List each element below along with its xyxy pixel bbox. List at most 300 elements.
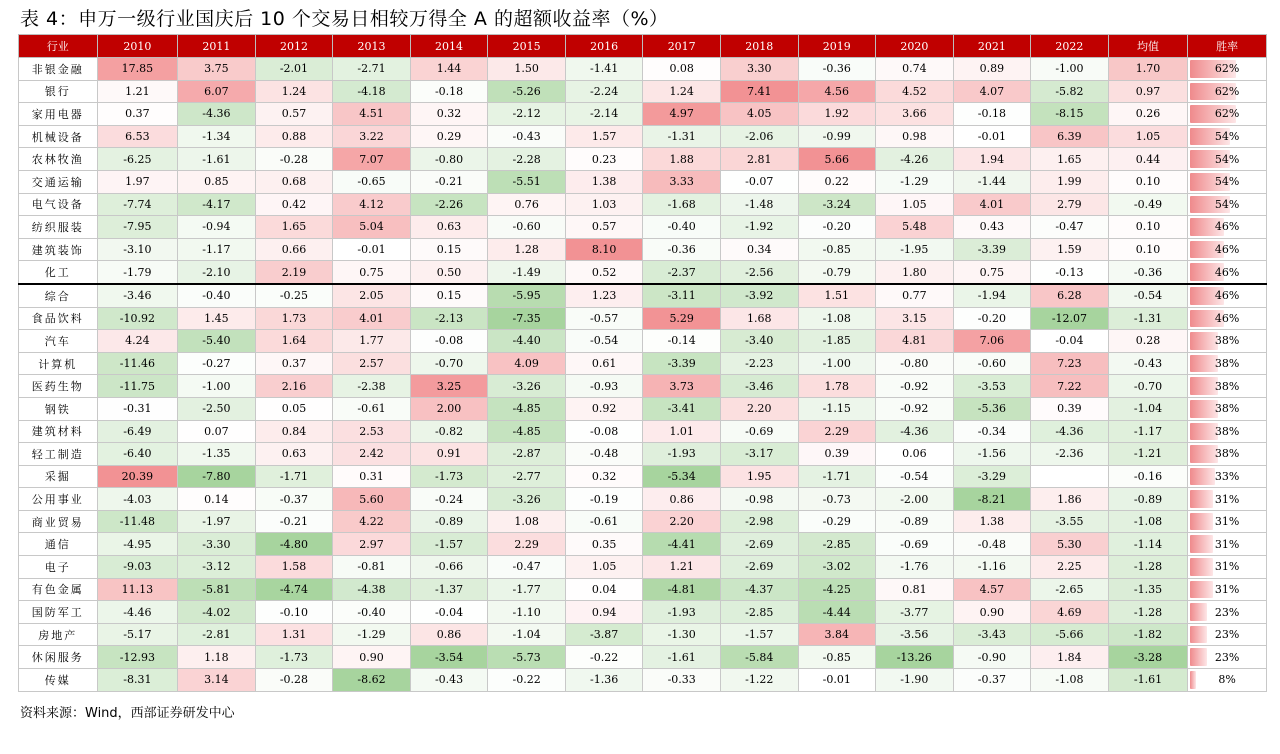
value-cell: -2.36 (1031, 443, 1109, 466)
value-cell: -1.00 (1031, 58, 1109, 81)
table-row (19, 669, 1267, 692)
value-cell: -3.39 (643, 352, 721, 375)
value-cell: -3.02 (798, 556, 876, 579)
value-cell: 2.20 (643, 510, 721, 533)
table-row (19, 601, 1267, 624)
value-cell: 0.32 (565, 465, 643, 488)
industry-cell: 房地产 (19, 623, 98, 646)
value-cell: 0.91 (410, 443, 488, 466)
value-cell: -4.40 (488, 330, 566, 353)
win-rate-text: 33% (1214, 469, 1240, 483)
value-cell: -2.71 (333, 58, 411, 81)
value-cell: -2.13 (410, 307, 488, 330)
column-header: 2012 (255, 35, 333, 58)
value-cell: -2.00 (876, 488, 954, 511)
value-cell: -0.07 (720, 170, 798, 193)
table-row (19, 375, 1267, 398)
value-cell: 7.07 (333, 148, 411, 171)
table-title: 表 4：申万一级行业国庆后 10 个交易日相较万得全 A 的超额收益率（%） (20, 8, 669, 30)
value-cell: -3.54 (410, 646, 488, 669)
win-rate-text: 31% (1214, 537, 1240, 551)
value-cell: -0.36 (643, 238, 721, 261)
value-cell: -0.85 (798, 646, 876, 669)
value-cell: -0.13 (1031, 261, 1109, 284)
value-cell: -1.31 (643, 125, 721, 148)
value-cell: 0.52 (565, 261, 643, 284)
industry-cell: 有色金属 (19, 578, 98, 601)
value-cell: 7.41 (720, 80, 798, 103)
value-cell: -7.95 (97, 216, 178, 239)
table-row (19, 556, 1267, 579)
value-cell: 1.73 (255, 307, 333, 330)
win-rate-cell (1188, 170, 1267, 193)
industry-cell: 非银金融 (19, 58, 98, 81)
value-cell: -3.24 (798, 193, 876, 216)
win-rate-cell (1188, 375, 1267, 398)
win-rate-text: 38% (1214, 379, 1240, 393)
value-cell (1031, 465, 1109, 488)
value-cell: -3.77 (876, 601, 954, 624)
value-cell: -5.82 (1031, 80, 1109, 103)
value-cell: 1.38 (565, 170, 643, 193)
value-cell: -1.08 (1031, 669, 1109, 692)
value-cell: -2.56 (720, 261, 798, 284)
value-cell: -4.38 (333, 578, 411, 601)
value-cell: -1.85 (798, 330, 876, 353)
value-cell: -0.92 (876, 397, 954, 420)
mean-cell: 0.28 (1108, 330, 1188, 353)
value-cell: 0.29 (410, 125, 488, 148)
table-row (19, 488, 1267, 511)
value-cell: 1.45 (178, 307, 256, 330)
value-cell: -3.39 (953, 238, 1031, 261)
value-cell: -4.26 (876, 148, 954, 171)
table-row (19, 352, 1267, 375)
table-row (19, 330, 1267, 353)
value-cell: 1.50 (488, 58, 566, 81)
table-row (19, 623, 1267, 646)
value-cell: -1.94 (953, 284, 1031, 307)
value-cell: 0.84 (255, 420, 333, 443)
win-rate-cell (1188, 193, 1267, 216)
value-cell: -0.80 (410, 148, 488, 171)
value-cell: -0.29 (798, 510, 876, 533)
mean-cell: -1.35 (1108, 578, 1188, 601)
value-cell: -0.80 (876, 352, 954, 375)
value-cell: -8.15 (1031, 103, 1109, 126)
value-cell: -0.81 (333, 556, 411, 579)
value-cell: -0.82 (410, 420, 488, 443)
value-cell: 0.88 (255, 125, 333, 148)
value-cell: -5.26 (488, 80, 566, 103)
value-cell: 8.10 (565, 238, 643, 261)
value-cell: 0.63 (410, 216, 488, 239)
value-cell: -0.20 (953, 307, 1031, 330)
value-cell: -1.34 (178, 125, 256, 148)
value-cell: -2.81 (178, 623, 256, 646)
mean-cell: -1.82 (1108, 623, 1188, 646)
mean-cell: 0.97 (1108, 80, 1188, 103)
value-cell: -3.30 (178, 533, 256, 556)
win-rate-bar (1190, 513, 1213, 531)
win-rate-bar (1190, 671, 1196, 689)
value-cell: 0.22 (798, 170, 876, 193)
value-cell: 0.23 (565, 148, 643, 171)
win-rate-cell (1188, 578, 1267, 601)
value-cell: -2.38 (333, 375, 411, 398)
value-cell: -6.40 (97, 443, 178, 466)
industry-cell: 公用事业 (19, 488, 98, 511)
value-cell: -0.14 (643, 330, 721, 353)
value-cell: 0.06 (876, 443, 954, 466)
value-cell: 1.05 (876, 193, 954, 216)
value-cell: 4.07 (953, 80, 1031, 103)
value-cell: -0.21 (255, 510, 333, 533)
value-cell: 1.84 (1031, 646, 1109, 669)
column-header: 2020 (876, 35, 954, 58)
win-rate-text: 31% (1214, 515, 1240, 529)
value-cell: -5.73 (488, 646, 566, 669)
value-cell: 0.57 (255, 103, 333, 126)
value-cell: 0.34 (720, 238, 798, 261)
value-cell: -4.02 (178, 601, 256, 624)
value-cell: 1.86 (1031, 488, 1109, 511)
table-row (19, 397, 1267, 420)
value-cell: -4.80 (255, 533, 333, 556)
value-cell: 2.79 (1031, 193, 1109, 216)
value-cell: -2.01 (255, 58, 333, 81)
value-cell: 1.94 (953, 148, 1031, 171)
mean-cell: 0.10 (1108, 238, 1188, 261)
mean-cell: 0.10 (1108, 170, 1188, 193)
mean-cell: -0.43 (1108, 352, 1188, 375)
value-cell: -0.28 (255, 148, 333, 171)
column-header: 2010 (97, 35, 178, 58)
value-cell: 4.56 (798, 80, 876, 103)
industry-cell: 商业贸易 (19, 510, 98, 533)
value-cell: -11.75 (97, 375, 178, 398)
value-cell: 4.57 (953, 578, 1031, 601)
industry-cell: 农林牧渔 (19, 148, 98, 171)
value-cell: -4.85 (488, 420, 566, 443)
value-cell: -3.12 (178, 556, 256, 579)
value-cell: -4.85 (488, 397, 566, 420)
win-rate-bar (1190, 558, 1213, 576)
value-cell: -1.16 (953, 556, 1031, 579)
value-cell: -0.89 (876, 510, 954, 533)
value-cell: 1.28 (488, 238, 566, 261)
value-cell: -1.44 (953, 170, 1031, 193)
value-cell: -6.25 (97, 148, 178, 171)
win-rate-cell (1188, 352, 1267, 375)
value-cell: 0.35 (565, 533, 643, 556)
value-cell: -1.29 (333, 623, 411, 646)
win-rate-text: 31% (1214, 582, 1240, 596)
value-cell: 0.04 (565, 578, 643, 601)
value-cell: -3.46 (720, 375, 798, 398)
value-cell: 1.92 (798, 103, 876, 126)
value-cell: -0.66 (410, 556, 488, 579)
win-rate-text: 23% (1214, 605, 1240, 619)
value-cell: -0.37 (255, 488, 333, 511)
mean-cell: -1.61 (1108, 669, 1188, 692)
win-rate-text: 31% (1214, 492, 1240, 506)
value-cell: -0.61 (333, 397, 411, 420)
value-cell: -0.40 (178, 284, 256, 307)
value-cell: 0.76 (488, 193, 566, 216)
value-cell: -4.37 (720, 578, 798, 601)
win-rate-text: 23% (1214, 650, 1240, 664)
win-rate-bar (1190, 581, 1213, 599)
value-cell: -0.70 (410, 352, 488, 375)
mean-cell: 1.70 (1108, 58, 1188, 81)
value-cell: -0.28 (255, 669, 333, 692)
value-cell: 4.05 (720, 103, 798, 126)
value-cell: 4.01 (953, 193, 1031, 216)
mean-cell: -1.14 (1108, 533, 1188, 556)
value-cell: 2.16 (255, 375, 333, 398)
value-cell: -0.31 (97, 397, 178, 420)
win-rate-cell (1188, 646, 1267, 669)
value-cell: -0.73 (798, 488, 876, 511)
value-cell: -8.62 (333, 669, 411, 692)
value-cell: -3.56 (876, 623, 954, 646)
value-cell: -0.93 (565, 375, 643, 398)
value-cell: -0.61 (565, 510, 643, 533)
value-cell: -1.92 (720, 216, 798, 239)
value-cell: -0.25 (255, 284, 333, 307)
value-cell: -5.40 (178, 330, 256, 353)
value-cell: -4.95 (97, 533, 178, 556)
value-cell: -4.81 (643, 578, 721, 601)
value-cell: 5.29 (643, 307, 721, 330)
value-cell: 0.39 (798, 443, 876, 466)
value-cell: -0.54 (876, 465, 954, 488)
value-cell: 2.19 (255, 261, 333, 284)
industry-cell: 综合 (19, 284, 98, 307)
value-cell: 0.98 (876, 125, 954, 148)
value-cell: -2.85 (720, 601, 798, 624)
mean-cell: -1.28 (1108, 601, 1188, 624)
value-cell: 0.74 (876, 58, 954, 81)
table-row (19, 58, 1267, 81)
table-row (19, 216, 1267, 239)
value-cell: 1.64 (255, 330, 333, 353)
value-cell: 0.89 (953, 58, 1031, 81)
value-cell: 0.94 (565, 601, 643, 624)
value-cell: -3.53 (953, 375, 1031, 398)
value-cell: 0.63 (255, 443, 333, 466)
table-row (19, 578, 1267, 601)
win-rate-cell (1188, 465, 1267, 488)
win-rate-text: 46% (1214, 311, 1240, 325)
win-rate-bar (1190, 490, 1213, 508)
value-cell: -0.08 (410, 330, 488, 353)
value-cell: 4.01 (333, 307, 411, 330)
value-cell: -10.92 (97, 307, 178, 330)
column-header: 胜率 (1188, 35, 1267, 58)
value-cell: -5.66 (1031, 623, 1109, 646)
value-cell: 2.25 (1031, 556, 1109, 579)
win-rate-cell (1188, 216, 1267, 239)
column-header: 2021 (953, 35, 1031, 58)
value-cell: 4.52 (876, 80, 954, 103)
mean-cell: 1.05 (1108, 125, 1188, 148)
win-rate-text: 46% (1214, 289, 1240, 303)
win-rate-bar (1190, 468, 1214, 486)
value-cell: -2.69 (720, 556, 798, 579)
value-cell: 1.31 (255, 623, 333, 646)
value-cell: -0.60 (953, 352, 1031, 375)
value-cell: -3.26 (488, 488, 566, 511)
value-cell: 3.25 (410, 375, 488, 398)
value-cell: 0.32 (410, 103, 488, 126)
industry-cell: 传媒 (19, 669, 98, 692)
value-cell: -2.65 (1031, 578, 1109, 601)
industry-cell: 通信 (19, 533, 98, 556)
table-row (19, 420, 1267, 443)
column-header: 2015 (488, 35, 566, 58)
value-cell: 0.14 (178, 488, 256, 511)
value-cell: 4.12 (333, 193, 411, 216)
win-rate-text: 31% (1214, 560, 1240, 574)
win-rate-text: 38% (1214, 402, 1240, 416)
value-cell: -0.43 (488, 125, 566, 148)
value-cell: 1.77 (333, 330, 411, 353)
win-rate-text: 38% (1214, 357, 1240, 371)
value-cell: 0.31 (333, 465, 411, 488)
value-cell: -0.60 (488, 216, 566, 239)
value-cell: 1.08 (488, 510, 566, 533)
value-cell: 3.33 (643, 170, 721, 193)
value-cell: 3.15 (876, 307, 954, 330)
value-cell: 2.53 (333, 420, 411, 443)
value-cell: -0.20 (798, 216, 876, 239)
value-cell: 1.80 (876, 261, 954, 284)
value-cell: -0.92 (876, 375, 954, 398)
value-cell: -0.18 (953, 103, 1031, 126)
value-cell: 1.23 (565, 284, 643, 307)
value-cell: -0.54 (565, 330, 643, 353)
column-header: 2016 (565, 35, 643, 58)
value-cell: 1.99 (1031, 170, 1109, 193)
table-row (19, 148, 1267, 171)
value-cell: -2.24 (565, 80, 643, 103)
value-cell: 1.97 (97, 170, 178, 193)
industry-cell: 交通运输 (19, 170, 98, 193)
value-cell: 5.66 (798, 148, 876, 171)
column-header: 2019 (798, 35, 876, 58)
value-cell: -3.40 (720, 330, 798, 353)
value-cell: -0.34 (953, 420, 1031, 443)
value-cell: -4.44 (798, 601, 876, 624)
value-cell: -2.50 (178, 397, 256, 420)
column-header: 均值 (1108, 35, 1188, 58)
value-cell: -0.90 (953, 646, 1031, 669)
value-cell: -8.31 (97, 669, 178, 692)
table-row (19, 103, 1267, 126)
win-rate-cell (1188, 397, 1267, 420)
win-rate-cell (1188, 601, 1267, 624)
win-rate-cell (1188, 148, 1267, 171)
value-cell: -3.10 (97, 238, 178, 261)
value-cell: 4.69 (1031, 601, 1109, 624)
value-cell: 1.01 (643, 420, 721, 443)
value-cell: -0.22 (488, 669, 566, 692)
value-cell: 1.88 (643, 148, 721, 171)
mean-cell: -0.54 (1108, 284, 1188, 307)
industry-cell: 纺织服装 (19, 216, 98, 239)
value-cell: -12.07 (1031, 307, 1109, 330)
value-cell: 2.29 (488, 533, 566, 556)
value-cell: 4.97 (643, 103, 721, 126)
value-cell: -1.61 (178, 148, 256, 171)
win-rate-cell (1188, 103, 1267, 126)
value-cell: -0.01 (953, 125, 1031, 148)
value-cell: 0.75 (333, 261, 411, 284)
industry-cell: 化工 (19, 261, 98, 284)
value-cell: -0.43 (410, 669, 488, 692)
value-cell: 0.86 (643, 488, 721, 511)
value-cell: -1.73 (255, 646, 333, 669)
table-row (19, 307, 1267, 330)
win-rate-cell (1188, 510, 1267, 533)
table-row (19, 125, 1267, 148)
win-rate-text: 54% (1214, 197, 1240, 211)
value-cell: -0.37 (953, 669, 1031, 692)
win-rate-cell (1188, 623, 1267, 646)
value-cell: 1.21 (643, 556, 721, 579)
value-cell: 1.38 (953, 510, 1031, 533)
value-cell: -3.87 (565, 623, 643, 646)
industry-cell: 汽车 (19, 330, 98, 353)
value-cell: 6.07 (178, 80, 256, 103)
win-rate-text: 8% (1218, 673, 1236, 687)
value-cell: -0.69 (720, 420, 798, 443)
table-header-row (19, 35, 1267, 58)
table-row (19, 646, 1267, 669)
value-cell: 3.22 (333, 125, 411, 148)
value-cell: 0.85 (178, 170, 256, 193)
value-cell: -1.00 (798, 352, 876, 375)
value-cell: -0.04 (1031, 330, 1109, 353)
value-cell: 2.05 (333, 284, 411, 307)
value-cell: 0.81 (876, 578, 954, 601)
win-rate-cell (1188, 330, 1267, 353)
industry-cell: 医药生物 (19, 375, 98, 398)
win-rate-text: 46% (1214, 220, 1240, 234)
value-cell: -1.56 (953, 443, 1031, 466)
value-cell: 1.58 (255, 556, 333, 579)
value-cell: 2.29 (798, 420, 876, 443)
mean-cell: 0.10 (1108, 216, 1188, 239)
value-cell: 1.24 (255, 80, 333, 103)
value-cell: -8.21 (953, 488, 1031, 511)
value-cell: -2.77 (488, 465, 566, 488)
value-cell: 1.95 (720, 465, 798, 488)
value-cell: -1.36 (565, 669, 643, 692)
value-cell: 1.59 (1031, 238, 1109, 261)
value-cell: 1.65 (1031, 148, 1109, 171)
value-cell: 2.00 (410, 397, 488, 420)
value-cell: 0.39 (1031, 397, 1109, 420)
value-cell: -2.69 (720, 533, 798, 556)
value-cell: -0.99 (798, 125, 876, 148)
mean-cell: -1.17 (1108, 420, 1188, 443)
win-rate-cell (1188, 58, 1267, 81)
value-cell: -0.08 (565, 420, 643, 443)
value-cell: -4.36 (1031, 420, 1109, 443)
